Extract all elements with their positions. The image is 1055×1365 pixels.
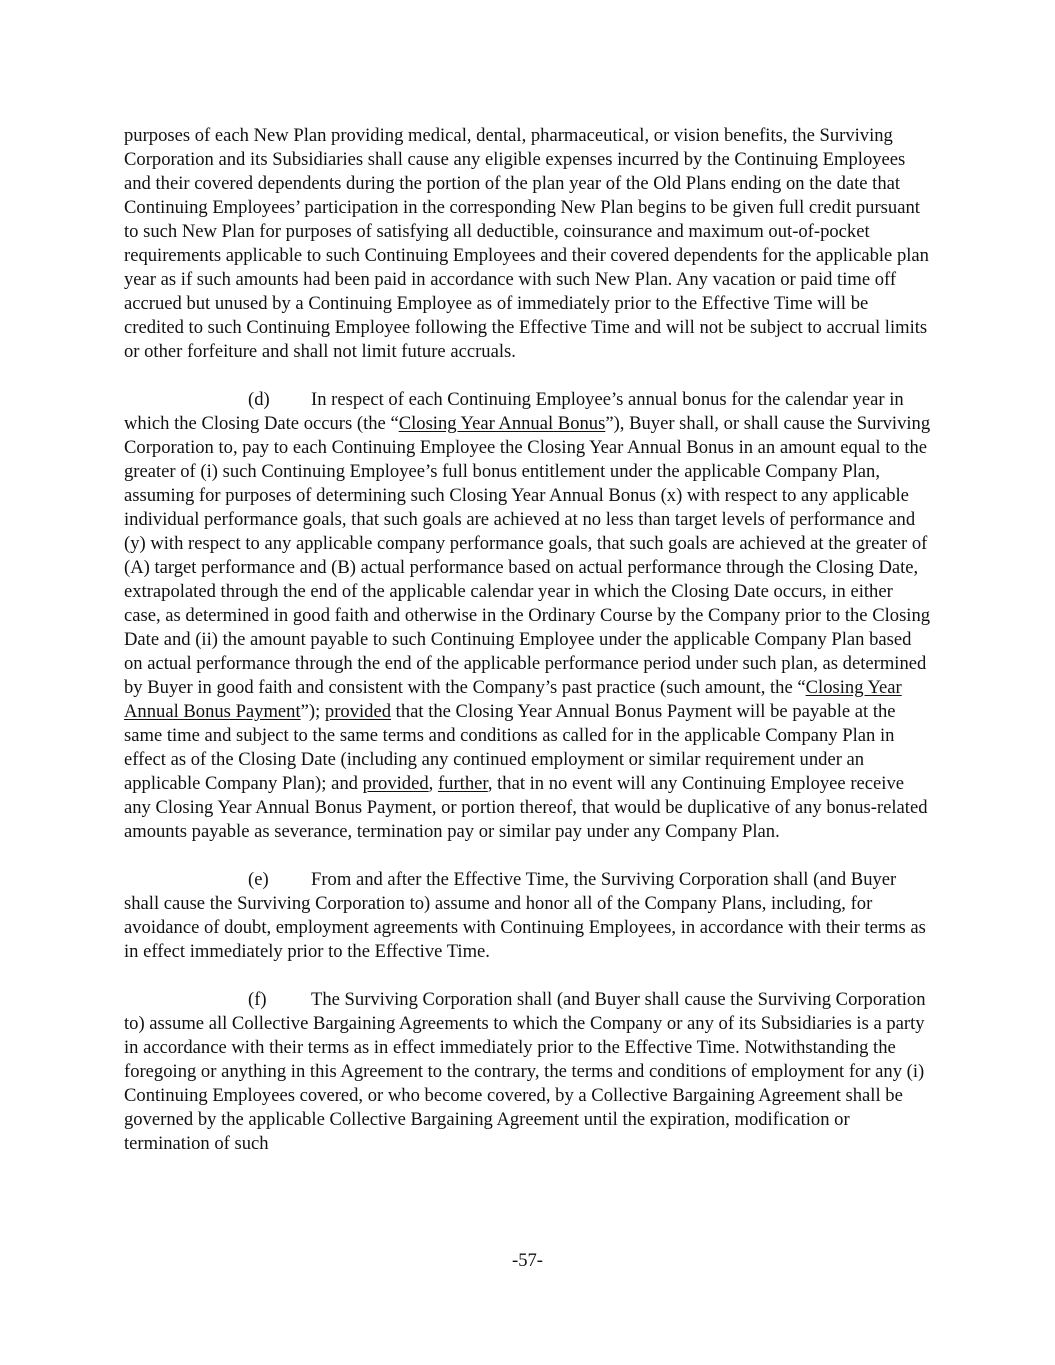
paragraph-d-text-6: , that in no event will any Continuing Employee receive any Closing Year Annual Bonus Payment, or portion thereof, that would be duplicative of any bonus-related amounts payable as severance, termination pay or similar pay under any Company Plan. — [124, 773, 928, 842]
paragraph-f-text: The Surviving Corporation shall (and Buyer shall cause the Surviving Corporation to) assume all Collective Bargaining Agreements to which the Company or any of its Subsidiaries is a party in accordance with their terms as in effect immediately prior to the Effective Time. Notwithstanding the foregoing or anything in this Agreement to the contrary, the terms and conditions of employment for any (i) Continuing Employees covered, or who become covered, by a Collective Bargaining Agreement shall be governed by the applicable Collective Bargaining Agreement until the expiration, modification or termination of such — [124, 989, 926, 1154]
lead-indent — [124, 868, 311, 892]
page-number: -57- — [512, 1250, 543, 1271]
term-further: further — [437, 773, 488, 794]
section-marker-f: (f) — [248, 989, 267, 1010]
paragraph-d-text-3: ”); — [300, 701, 325, 722]
paragraph-e — [124, 868, 932, 964]
paragraph-e-text: From and after the Effective Time, the Surviving Corporation shall (and Buyer shall cause the Surviving Corporation to) assume and honor all of the Company Plans, including, for avoidance of doubt, employment agreements with Continuing Employees, in accordance with their terms as in effect immediately prior to the Effective Time. — [124, 869, 926, 962]
paragraph-d-text-1: In respect of each Continuing Employee’s annual bonus for the calendar year in which the Closing Date occurs (the “ — [124, 389, 904, 434]
defined-term-closing-year-annual-bonus: Closing Year Annual Bonus — [398, 413, 606, 434]
paragraph-d-text-4: that the Closing Year Annual Bonus Payment will be payable at the same time and subject to the same terms and conditions as called for in the applicable Company Plan in effect as of the Closing Date (including any continued employment or similar requirement under an applicable Company Plan); and — [124, 701, 896, 794]
lead-indent — [124, 388, 311, 412]
document-page — [124, 124, 932, 1180]
section-marker-d: (d) — [248, 389, 270, 410]
section-marker-e: (e) — [248, 869, 269, 890]
term-provided-2: provided — [362, 773, 429, 794]
lead-indent — [124, 988, 311, 1012]
paragraph-d-text-2: ”), Buyer shall, or shall cause the Surviving Corporation to, pay to each Continuing Employee the Closing Year Annual Bonus in an amount equal to the greater of (i) such Continuing Employee’s full bonus entitlement under the applicable Company Plan, assuming for purposes of determining such Closing Year Annual Bonus (x) with respect to any applicable individual performance goals, that such goals are achieved at no less than target levels of performance and (y) with respect to any applicable company performance goals, that such goals are achieved at the greater of (A) target performance and (B) actual performance based on actual performance through the Closing Date, extrapolated through the end of the applicable calendar year in which the Closing Date occurs, in either case, as determined in good faith and otherwise in the Ordinary Course by the Company prior to the Closing Date and (ii) the amount payable to such Continuing Employee under the applicable Company Plan based on actual performance through the end of the applicable performance period under such plan, as determined by Buyer in good faith and consistent with the Company’s past practice (such amount, the “ — [124, 413, 931, 698]
paragraph-d — [124, 388, 932, 844]
term-provided: provided — [324, 701, 392, 722]
defined-term-closing-year-annual-bonus-payment: Closing Year Annual Bonus Payment — [124, 677, 902, 722]
paragraph-continued: purposes of each New Plan providing medical, dental, pharmaceutical, or vision benefits, the Surviving Corporation and its Subsidiaries shall cause any eligible expenses incurred by the Continuing Employees and their covered dependents during the portion of the plan year of the Old Plans ending on the date that Continuing Employees’ participation in the corresponding New Plan begins to be given full credit pursuant to such New Plan for purposes of satisfying all deductible, coinsurance and maximum out-of-pocket requirements applicable to such Continuing Employees and their covered dependents for the applicable plan year as if such amounts had been paid in accordance with such New Plan. Any vacation or paid time off accrued but unused by a Continuing Employee as of immediately prior to the Effective Time will be credited to such Continuing Employee following the Effective Time and will not be subject to accrual limits or other forfeiture and shall not limit future accruals. — [124, 125, 929, 362]
paragraph-f — [124, 988, 932, 1156]
paragraph-d-text-5: , — [428, 773, 438, 794]
